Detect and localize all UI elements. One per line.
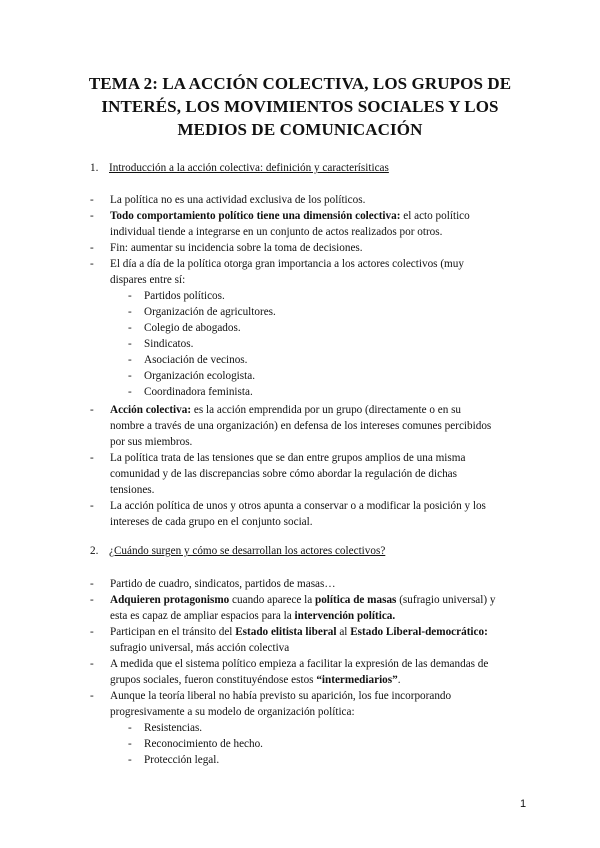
section-heading <box>90 162 389 174</box>
list-item <box>90 208 520 240</box>
item-bold: Todo comportamiento político tiene una dimensión colectiva: <box>110 210 401 222</box>
item-text: (sufragio universal) y <box>396 594 496 606</box>
list-item <box>90 240 520 256</box>
section-heading <box>90 545 385 557</box>
item-bold: Acción colectiva: <box>110 404 192 416</box>
sub-list-item <box>128 720 202 736</box>
bullet-dash: - <box>90 258 94 270</box>
sub-list-item <box>128 336 193 352</box>
list-item <box>90 192 520 208</box>
actor-item: Coordinadora feminista. <box>144 386 253 398</box>
bullet-dash: - <box>90 404 94 416</box>
actor-item: Organización ecologista. <box>144 370 256 382</box>
title-line: MEDIOS DE COMUNICACIÓN <box>177 120 423 139</box>
item-text: individual tiende a integrarse en un conjunto de actos realizados por otros. <box>110 226 443 238</box>
bullet-dash: - <box>128 322 132 334</box>
item-bold: Estado elitista liberal <box>235 626 337 638</box>
sub-list-item <box>128 384 253 400</box>
item-text: tensiones. <box>110 484 155 496</box>
item-bold: “intermediarios” <box>316 674 398 686</box>
item-text: La política no es una actividad exclusiva de los políticos. <box>110 194 366 206</box>
item-text: nombre a través de una organización) en defensa de los intereses comunes percibidos <box>110 420 492 432</box>
sub-item-text: Reconocimiento de hecho. <box>144 738 263 750</box>
actor-item: Partidos políticos. <box>144 290 225 302</box>
item-text: esta es capaz de ampliar espacios para la <box>110 610 295 622</box>
item-bold: intervención política. <box>294 610 396 622</box>
actor-item: Asociación de vecinos. <box>144 354 248 366</box>
bullet-dash: - <box>90 452 94 464</box>
bullet-dash: - <box>128 370 132 382</box>
item-text: Fin: aumentar su incidencia sobre la toma de decisiones. <box>110 242 363 254</box>
item-text: sufragio universal, más acción colectiva <box>110 642 290 654</box>
list-item <box>90 256 520 288</box>
title-line: TEMA 2: LA ACCIÓN COLECTIVA, LOS GRUPOS DE <box>88 74 512 93</box>
page-title <box>60 72 540 141</box>
list-item <box>90 624 520 656</box>
bullet-dash: - <box>90 500 94 512</box>
bullet-dash: - <box>128 290 132 302</box>
bullet-dash: - <box>128 306 132 318</box>
actor-item: Sindicatos. <box>144 338 194 350</box>
section-title: Introducción a la acción colectiva: definición y caracterísiticas <box>109 162 389 174</box>
item-text: Aunque la teoría liberal no había previsto su aparición, los fue incorporando <box>110 690 452 702</box>
section-number: 2. <box>90 545 99 557</box>
item-text: . <box>397 674 401 686</box>
item-text: Partido de cuadro, sindicatos, partidos de masas… <box>110 578 336 590</box>
item-bold: Estado Liberal-democrático: <box>350 626 488 638</box>
actor-item: Organización de agricultores. <box>144 306 276 318</box>
actor-item: Colegio de abogados. <box>144 322 241 334</box>
sub-list-item <box>128 288 225 304</box>
item-text: por sus miembros. <box>110 436 193 448</box>
list-item <box>90 498 520 530</box>
item-text: al <box>336 626 351 638</box>
item-bold: Adquieren protagonismo <box>110 594 230 606</box>
bullet-dash: - <box>128 338 132 350</box>
bullet-dash: - <box>90 658 94 670</box>
bullet-dash: - <box>128 754 132 766</box>
title-line: INTERÉS, LOS MOVIMIENTOS SOCIALES Y LOS <box>101 97 499 116</box>
bullet-dash: - <box>90 626 94 638</box>
bullet-dash: - <box>90 242 94 254</box>
sub-item-text: Protección legal. <box>144 754 220 766</box>
sub-item-text: Resistencias. <box>144 722 203 734</box>
bullet-dash: - <box>90 578 94 590</box>
section-number: 1. <box>90 162 99 174</box>
item-text: Participan en el tránsito del <box>110 626 236 638</box>
sub-list-item <box>128 304 276 320</box>
item-text: es la acción emprendida por un grupo (directamente o en su <box>191 404 462 416</box>
bullet-dash: - <box>90 194 94 206</box>
item-text: La acción política de unos y otros apunta a conservar o a modificar la posición y los <box>110 500 486 512</box>
item-text: grupos sociales, fueron constituyéndose estos <box>110 674 317 686</box>
bullet-dash: - <box>90 690 94 702</box>
item-text: La política trata de las tensiones que se dan entre grupos amplios de una misma <box>110 452 466 464</box>
item-text: cuando aparece la <box>229 594 315 606</box>
bullet-dash: - <box>90 594 94 606</box>
item-text: el acto político <box>400 210 470 222</box>
list-item <box>90 450 520 498</box>
item-text: comunidad y de las discrepancias sobre cómo abordar la regulación de dichas <box>110 468 457 480</box>
bullet-dash: - <box>128 722 132 734</box>
sub-list-item <box>128 736 263 752</box>
sub-list-item <box>128 752 219 768</box>
item-text: progresivamente a su modelo de organización política: <box>110 706 355 718</box>
list-item <box>90 592 520 624</box>
sub-list-item <box>128 368 255 384</box>
list-item <box>90 402 520 450</box>
list-item <box>90 576 520 592</box>
item-text: A medida que el sistema político empieza a facilitar la expresión de las demandas de <box>110 658 489 670</box>
bullet-dash: - <box>128 354 132 366</box>
item-bold: política de masas <box>314 594 397 606</box>
item-text: dispares entre sí: <box>110 274 186 286</box>
section-title: ¿Cuándo surgen y cómo se desarrollan los actores colectivos? <box>109 545 386 557</box>
bullet-dash: - <box>128 386 132 398</box>
list-item <box>90 688 520 720</box>
bullet-dash: - <box>128 738 132 750</box>
list-item <box>90 656 520 688</box>
page-number: 1 <box>520 798 527 810</box>
sub-list-item <box>128 352 247 368</box>
item-text: El día a día de la política otorga gran importancia a los actores colectivos (muy <box>110 258 464 270</box>
item-text: intereses de cada grupo en el conjunto social. <box>110 516 313 528</box>
bullet-dash: - <box>90 210 94 222</box>
sub-list-item <box>128 320 241 336</box>
